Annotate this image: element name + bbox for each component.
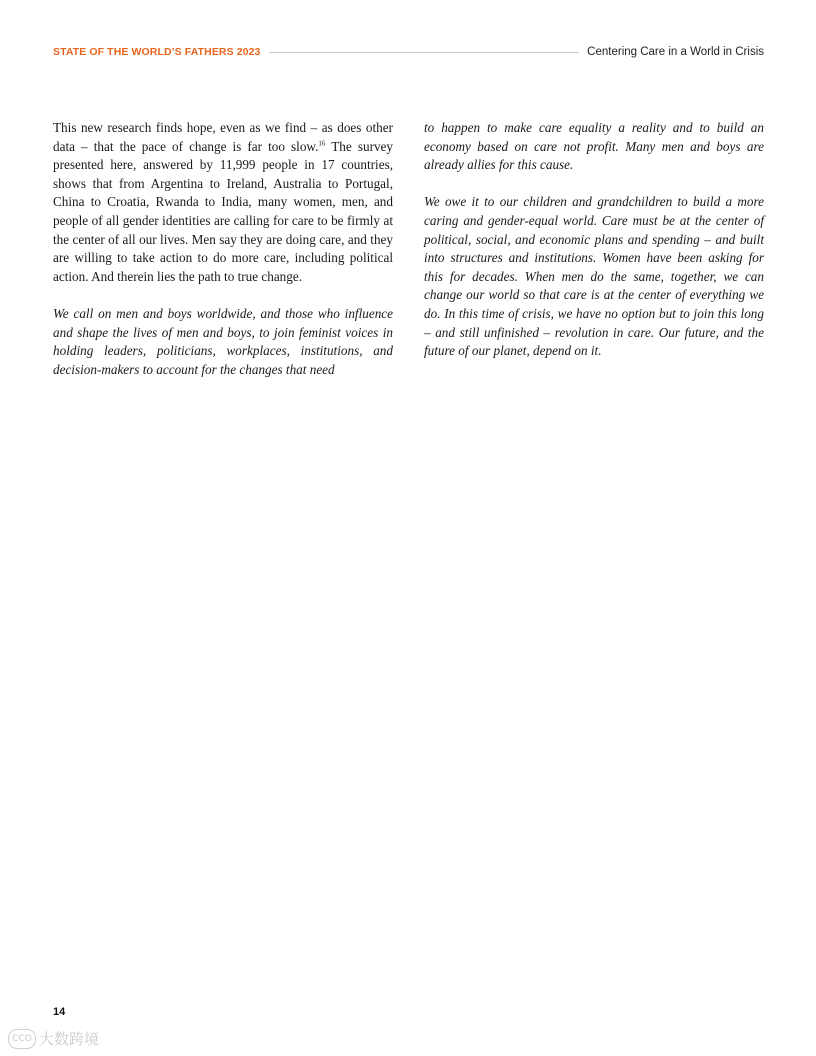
watermark [8, 1028, 99, 1049]
watermark-text: 大数跨境 [39, 1030, 100, 1048]
paragraph-call-to-action: We call on men and boys worldwide, and those who influence and shape the lives of men and boys, to join feminist voices in holding leaders, politicians, workplaces, institutions, and decision-makers to account for the changes that need [53, 305, 393, 377]
page-number: 14 [53, 1006, 66, 1018]
right-column [424, 119, 764, 379]
paragraph-survey-text-b: The survey presented here, answered by 11,999 people in 17 countries, shows that from Argentina to Ireland, Australia to Portugal, China to Croatia, Rwanda to India, many women, men, and people of all gender identities are calling for care to be firmly at the center of all our lives. Men say they are doing care, and they are willing to take action to do more care, including political action. And therein lies the path to true change. [53, 138, 393, 284]
publication-title: STATE OF THE WORLD’S FATHERS 2023 [53, 46, 261, 58]
section-title: Centering Care in a World in Crisis [587, 46, 764, 58]
page-header [53, 44, 764, 60]
watermark-logo-icon: CCO [8, 1029, 36, 1049]
paragraph-survey-text-a: This new research finds hope, even as we find – as does other data – that the pace of change is far too slow. [53, 120, 393, 154]
left-column [53, 119, 393, 398]
paragraph-future: We owe it to our children and grandchildren to build a more caring and gender-equal world. Care must be at the center of political, social, and economic plans and spending – and built into structures and institutions. Women have been asking for this for decades. When men do the same, together, we can change our world so that care is at the center of everything we do. In this time of crisis, we have no option but to join this long – and still unfinished – revolution in care. Our future, and the future of our planet, depend on it. [424, 194, 764, 359]
paragraph-care-equality: to happen to make care equality a reality and to build an economy based on care not profit. Many men and boys are already allies for this cause. [424, 120, 764, 173]
paragraph-survey [53, 119, 393, 286]
footnote-reference: 16 [318, 139, 326, 148]
header-divider [269, 52, 580, 53]
